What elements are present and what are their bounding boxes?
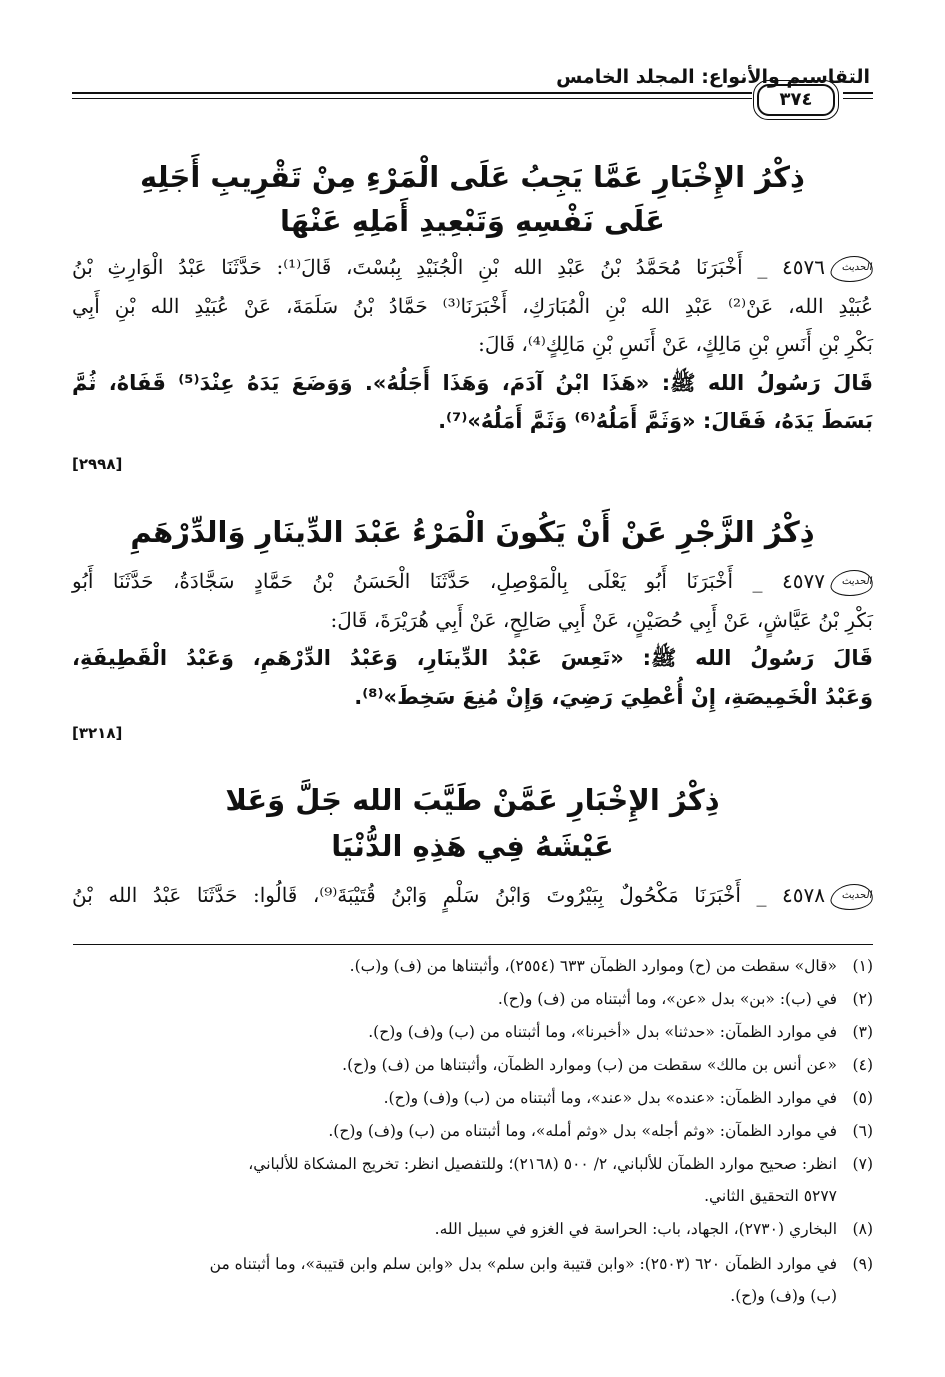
running-header-title: التقاسيم والأنواع: المجلد الخامس [556, 66, 870, 88]
hadith-line: الحديث٤٥٧٨ _ أَخْبَرَنَا مَكْحُولٌ بِبَيْرُوتَ وَابْنُ سَلْمٍ وَابْنُ قُتَيْبَةَ⁽⁹⁾، قَالُوا: حَدَّثَنَا عَبْدُ الله بْنُ [72, 876, 873, 915]
hadith-badge-icon: الحديث [829, 570, 876, 596]
chapter-heading-2: ذِكْرُ الزَّجْرِ عَنْ أَنْ يَكُونَ الْمَرْءُ عَبْدَ الدِّينَارِ وَالدِّرْهَمِ [130, 515, 815, 549]
footnote-3: (٣)في موارد الظمآن: «حدثنا» بدل «أخبرنا»، وما أثبتناه من (ب) و(ف) و(ح). [368, 1023, 873, 1041]
hadith-matn-line: بَسَطَ يَدَهُ، فَقَالَ: «وَثَمَّ أَمَلُهُ⁽⁶⁾ وَثَمَّ أَمَلُهُ»⁽⁷⁾. [438, 409, 873, 433]
header-rule-right-top [843, 92, 873, 94]
footnote-9-continuation: (ب) و(ف) و(ح). [730, 1287, 837, 1305]
footnote-7-continuation: ٥٢٧٧ التحقيق الثاني. [704, 1187, 837, 1205]
chapter-heading-1-line-1: ذِكْرُ الإِخْبَارِ عَمَّا يَجِبُ عَلَى الْمَرْءِ مِنْ تَقْرِيبِ أَجَلِهِ [140, 160, 805, 194]
hadith-4578 [72, 876, 873, 915]
chapter-heading-3-line-2: عَيْشَهُ فِي هَذِهِ الدُّنْيَا [331, 829, 614, 863]
footnote-7: (٧)انظر: صحيح موارد الظمآن للألباني، ٢/ ٥٠٠ (٢١٦٨)؛ وللتفصيل انظر: تخريج المشكاة للألباني، [248, 1155, 873, 1173]
hadith-badge-icon: الحديث [829, 884, 876, 910]
hadith-line: عُبَيْدِ الله، عَنْ⁽²⁾ عَبْدِ الله بْنِ الْمُبَارَكِ، أَخْبَرَنَا⁽³⁾ حَمَّادُ بْنُ سَلَمَةَ، عَنْ عُبَيْدِ الله بْنِ أَبِي [72, 293, 873, 318]
footnote-9: (٩)في موارد الظمآن ٦٢٠ (٢٥٠٣): «وابن قتيبة وابن سلم» بدل «وابن سلم وابن قتيبة»، وما أثبتناه من [209, 1255, 873, 1273]
chapter-heading-1-line-2: عَلَى نَفْسِهِ وَتَبْعِيدِ أَمَلِهِ عَنْهَا [280, 204, 665, 238]
page-number: ٣٧٤ [757, 84, 835, 116]
footnote-4: (٤)«عن أنس بن مالك» سقطت من (ب) وموارد الظمآن، وأثبتناها من (ف) و(ح). [342, 1056, 873, 1074]
hadith-4576 [72, 248, 873, 441]
hadith-line: الحديث٤٥٧٦ _ أَخْبَرَنَا مُحَمَّدُ بْنُ عَبْدِ الله بْنِ الْجُنَيْدِ بِبُسْتَ، قَالَ⁽¹⁾: حَدَّثَنَا عَبْدُ الْوَارِثِ بْنُ [72, 248, 873, 287]
hadith-reference: [٣٢١٨] [72, 724, 123, 742]
header-rule-right-bottom [843, 98, 873, 99]
hadith-line: الحديث٤٥٧٧ _ أَخْبَرَنَا أَبُو يَعْلَى بِالْمَوْصِلِ، حَدَّثَنَا الْحَسَنُ بْنُ حَمَّادٍ سَجَّادَةُ، حَدَّثَنَا أَبُو [72, 562, 873, 601]
hadith-4577 [72, 562, 873, 716]
chapter-heading-3-line-1: ذِكْرُ الإِخْبَارِ عَمَّنْ طَيَّبَ الله جَلَّ وَعَلا [225, 783, 720, 817]
hadith-line: بَكْرِ بْنِ أَنَسِ بْنِ مَالِكٍ، عَنْ أَنَسِ بْنِ مَالِكٍ⁽⁴⁾، قَالَ: [478, 332, 873, 356]
footnote-6: (٦)في موارد الظمآن: «وثم أجله» بدل «وثم أمله»، وما أثبتناه من (ب) و(ف) و(ح). [328, 1122, 873, 1140]
header-rule-top [72, 92, 752, 94]
hadith-matn-line: قَالَ رَسُولُ الله ﷺ: «هَذَا ابْنُ آدَمَ، وَهَذَا أَجَلُهُ». وَوَضَعَ يَدَهُ عِنْدَ⁽⁵⁾ قَفَاهُ، ثُمَّ [72, 370, 873, 395]
hadith-badge-icon: الحديث [829, 256, 876, 282]
header-rule-bottom [72, 98, 752, 99]
footnote-separator [73, 944, 873, 945]
footnote-1: (١)«قال» سقطت من (ح) وموارد الظمآن ٦٣٣ (٢٥٥٤)، وأثبتناها من (ف) و(ب). [349, 957, 873, 975]
hadith-matn-line: وَعَبْدُ الْخَمِيصَةِ، إِنْ أُعْطِيَ رَضِيَ، وَإِنْ مُنِعَ سَخِطَ»⁽⁸⁾. [354, 684, 873, 709]
footnote-5: (٥)في موارد الظمآن: «عنده» بدل «عند»، وما أثبتناه من (ب) و(ف) و(ح). [383, 1089, 873, 1107]
hadith-matn-line: قَالَ رَسُولُ الله ﷺ: «تَعِسَ عَبْدُ الدِّينَارِ، وَعَبْدُ الدِّرْهَمِ، وَعَبْدُ الْقَطِيفَةِ، [72, 646, 873, 670]
footnote-2: (٢)في (ب): «بن» بدل «عن»، وما أثبتناه من (ف) و(ح). [497, 990, 873, 1008]
footnote-8: (٨)البخاري (٢٧٣٠)، الجهاد، باب: الحراسة في الغزو في سبيل الله. [434, 1220, 873, 1238]
hadith-line: بَكْرِ بْنُ عَيَّاشٍ، عَنْ أَبِي حُصَيْنٍ، عَنْ أَبِي صَالِحٍ، عَنْ أَبِي هُرَيْرَةَ، قَالَ: [330, 607, 873, 632]
hadith-reference: [٢٩٩٨] [72, 455, 123, 473]
